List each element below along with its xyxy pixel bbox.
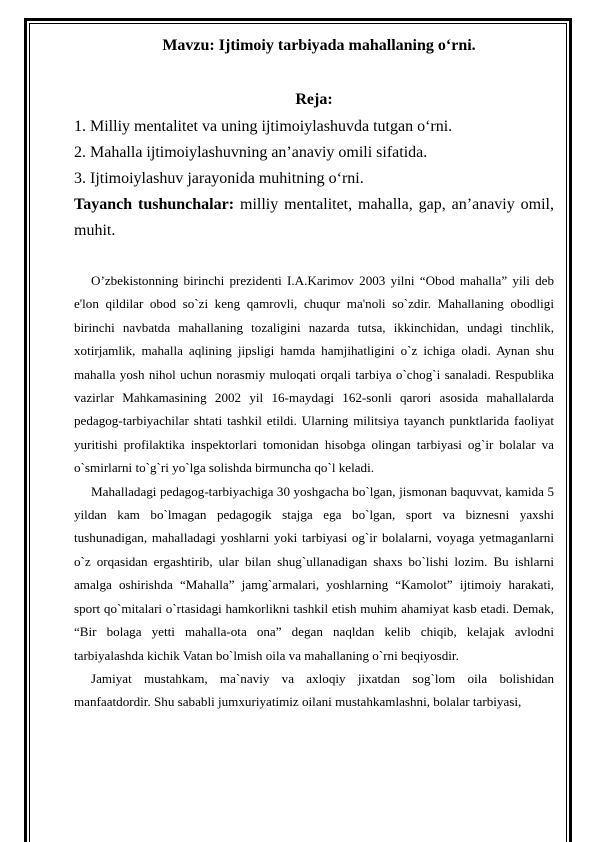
plan-item: 2. Mahalla ijtimoiylashuvning an’anaviy omili sifatida.	[74, 144, 428, 161]
keywords-text: milliy mentalitet, mahalla, gap, an’anaviy omil, muhit.	[74, 196, 555, 239]
document-title: Mavzu: Ijtimoiy tarbiyada mahallaning o‘rni.	[162, 37, 476, 54]
paragraph: O’zbekistonning birinchi prezidenti I.A.Karimov 2003 yilni “Obod mahalla” yili deb e'lon qildilar obod so`zi keng qamrovli, chuqur ma'noli so`zdir. Mahallaning obodligi birinchi navbatda mahallaning tozaligini nazarda tutsa, ikkinchidan, undagi tinchlik, xotirjamlik, mahalla aqlining jipsligi hamda hamjihatligini o`z ichiga oladi. Aynan shu mahalla yosh nihol uchun norasmiy muloqati orqali tarbiya o`chog`i sanaladi. Respublika vazirlar Mahkamasining 2002 yil 16-maydagi 162-sonli qarori asosida mahallalarda pedagog-tarbiyachilar shtati tashkil etildi. Ularning militsiya tayanch punktlarida faoliyat yuritishi profilaktika inspektorlari tomonidan hisobga olingan tarbiyasi og`ir bolalar va o`smirlarni to`g`ri yo`lga solishda birmuncha qo`l keladi.	[74, 273, 554, 476]
keywords-label: Tayanch tushunchalar:	[74, 196, 235, 213]
plan-heading: Reja:	[295, 91, 333, 108]
plan-item: 3. Ijtimoiylashuv jarayonida muhitning o‘rni.	[74, 170, 364, 187]
paragraph: Jamiyat mustahkam, ma`naviy va axloqiy jixatdan sog`lom oila bolishidan manfaatdordir. Shu sababli jumxuriyatimiz oilani mustahkamlashni, bolalar tarbiyasi,	[74, 670, 554, 710]
paragraph: Mahalladagi pedagog-tarbiyachiga 30 yoshgacha bo`lgan, jismonan baquvvat, kamida 5 yildan kam bo`lmagan pedagogik stajga ega bo`lgan, sport va biznesni yaxshi tushunadigan, mahalladagi yoshlarni yoki tarbiyasi og`ir bolalarni, voyaga yetmaganlarni o`z orqasidan ergashtirib, ular bilan shug`ullanadigan shaxs bo`lishi lozim. Bu ishlarni amalga oshirishda “Mahalla” jamg`armalari, yoshlarning “Kamolot” ijtimoiy harakati, sport qo`mitalari o`rtasidagi hamkorlikni tashkil etish muhim ahamiyat kasb etadi. Demak, “Bir bolaga yetti mahalla-ota ona” degan naqldan kelib chiqib, kelajak avlodni tarbiyalashda kichik Vatan bo`lmish oila va mahallaning o`rni beqiyosdir.	[74, 483, 554, 663]
plan-list	[74, 114, 554, 192]
document-body	[74, 36, 554, 714]
body-text	[74, 269, 554, 714]
plan-item: 1. Milliy mentalitet va uning ijtimoiylashuvda tutgan o‘rni.	[74, 118, 453, 135]
keywords-line	[74, 192, 554, 244]
